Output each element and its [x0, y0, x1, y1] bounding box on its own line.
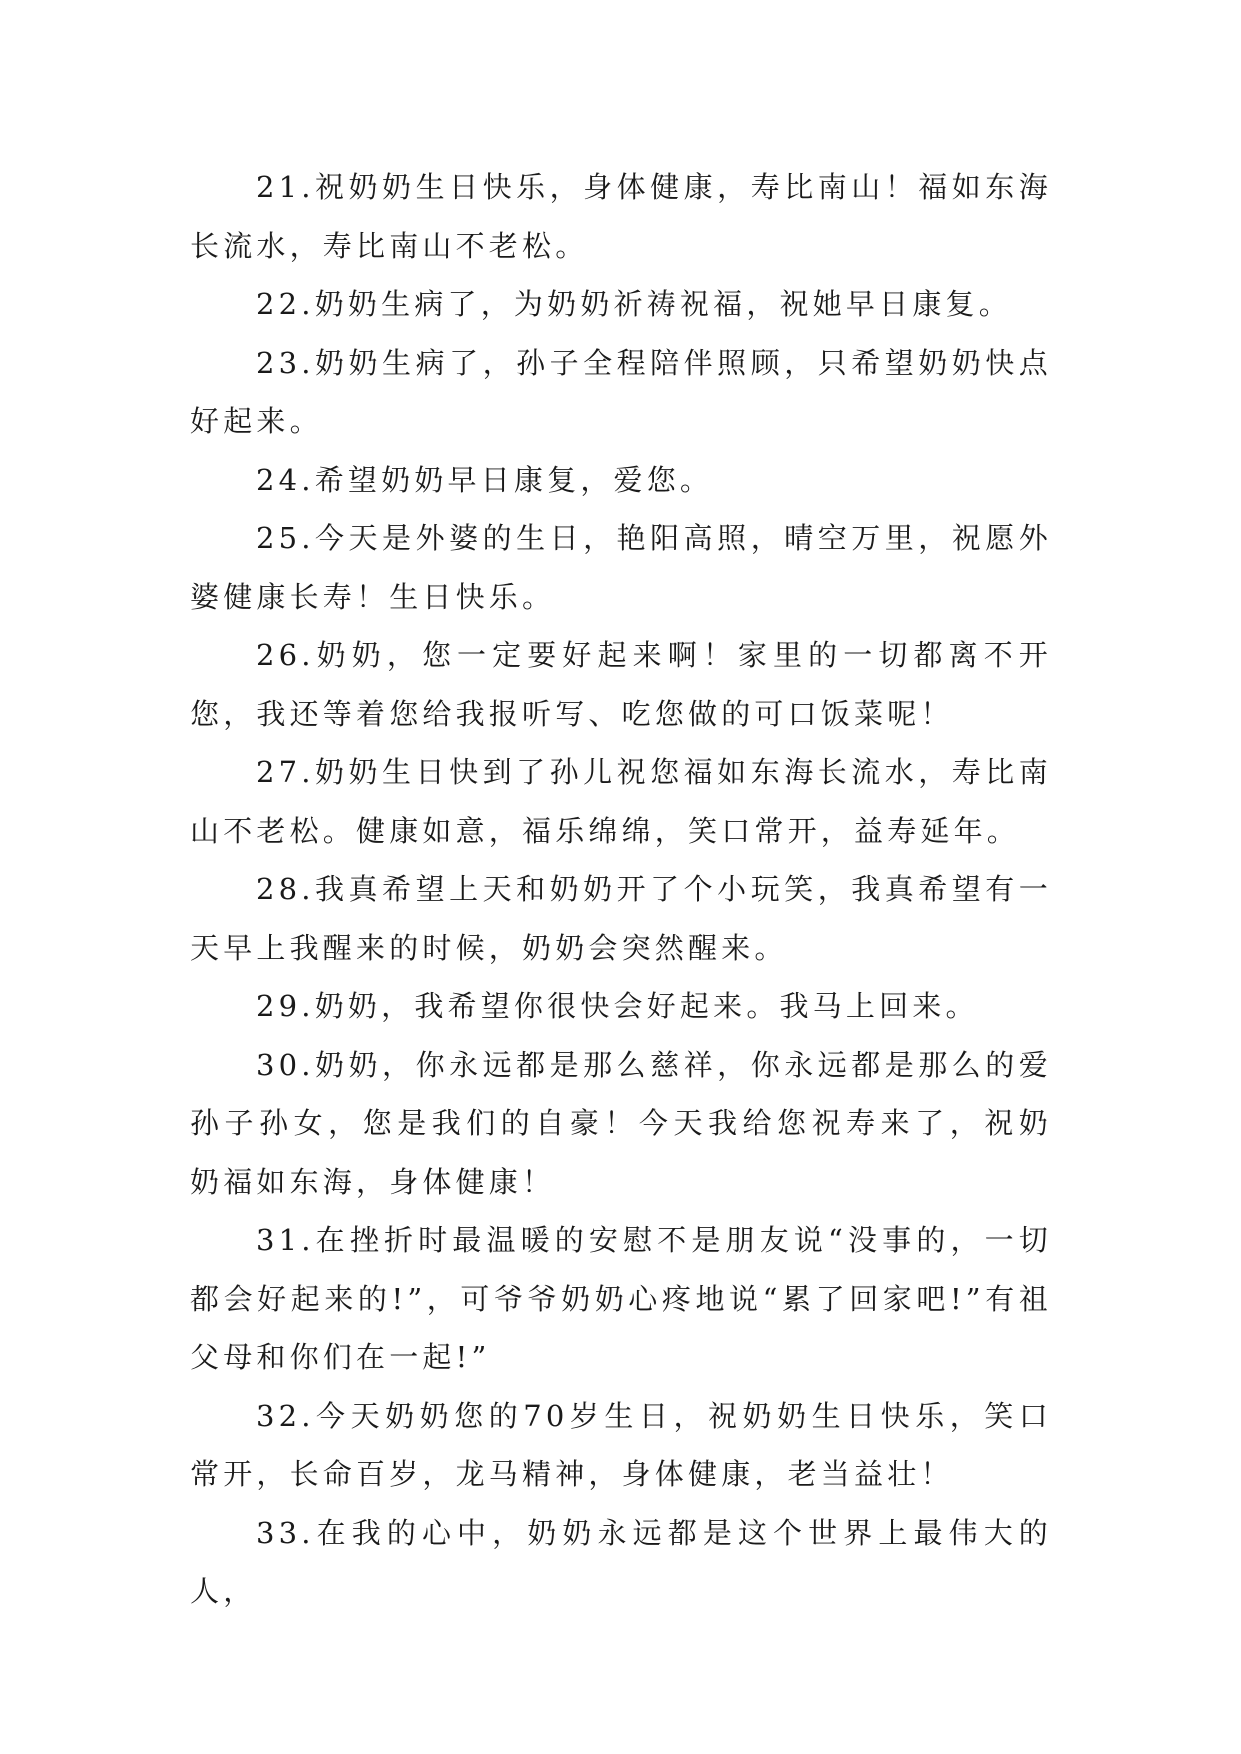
paragraph-30: 30.奶奶，你永远都是那么慈祥，你永远都是那么的爱孙子孙女，您是我们的自豪！今天我给您祝寿来了，祝奶奶福如东海，身体健康！: [190, 1047, 1052, 1199]
paragraph-28: 28.我真希望上天和奶奶开了个小玩笑，我真希望有一天早上我醒来的时候，奶奶会突然醒来。: [190, 872, 1052, 965]
paragraph-32: 32.今天奶奶您的70岁生日，祝奶奶生日快乐，笑口常开，长命百岁，龙马精神，身体健康，老当益壮！: [190, 1398, 1052, 1491]
paragraph-23: 23.奶奶生病了，孙子全程陪伴照顾，只希望奶奶快点好起来。: [190, 345, 1052, 438]
paragraph-26: 26.奶奶，您一定要好起来啊！家里的一切都离不开您，我还等着您给我报听写、吃您做的可口饭菜呢！: [190, 638, 1052, 731]
paragraph-24: 24.希望奶奶早日康复，爱您。: [256, 462, 714, 497]
paragraph-27: 27.奶奶生日快到了孙儿祝您福如东海长流水，寿比南山不老松。健康如意，福乐绵绵，笑口常开，益寿延年。: [190, 755, 1052, 848]
paragraph-22: 22.奶奶生病了，为奶奶祈祷祝福，祝她早日康复。: [256, 287, 1012, 321]
document-body: [190, 158, 1052, 1621]
paragraph-29: 29.奶奶，我希望你很快会好起来。我马上回来。: [256, 989, 979, 1023]
paragraph-25: 25.今天是外婆的生日，艳阳高照，晴空万里，祝愿外婆健康长寿！生日快乐。: [190, 521, 1052, 614]
paragraph-31: 31.在挫折时最温暖的安慰不是朋友说“没事的，一切都会好起来的!”，可爷爷奶奶心疼地说“累了回家吧!”有祖父母和你们在一起!”: [190, 1223, 1052, 1374]
paragraph-21: 21.祝奶奶生日快乐，身体健康，寿比南山！福如东海长流水，寿比南山不老松。: [190, 170, 1052, 263]
paragraph-33: 33.在我的心中，奶奶永远都是这个世界上最伟大的人，: [190, 1515, 1052, 1608]
